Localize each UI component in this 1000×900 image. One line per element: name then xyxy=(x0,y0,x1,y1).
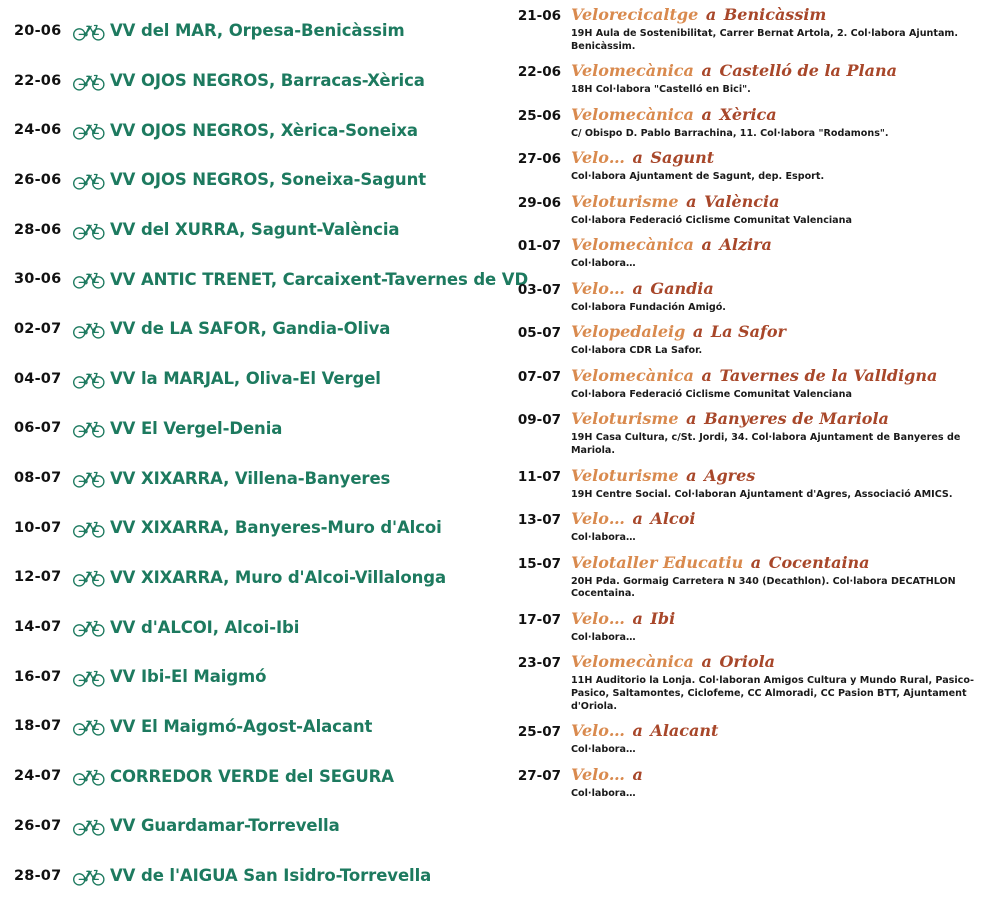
event-body xyxy=(571,653,992,713)
event-body xyxy=(571,62,992,97)
bicycle-icon xyxy=(72,715,106,737)
event-detail: Col·labora CDR La Safor. xyxy=(571,345,703,357)
event-body xyxy=(571,510,992,545)
route-row xyxy=(14,801,505,851)
route-name: VV la MARJAL, Oliva-El Vergel xyxy=(110,369,381,389)
event-body xyxy=(571,193,992,228)
event-title xyxy=(571,467,992,486)
event-date: 09-07 xyxy=(517,412,561,429)
bicycle-icon xyxy=(72,70,106,92)
route-date: 10-07 xyxy=(14,519,62,536)
event-row xyxy=(515,280,992,315)
event-body xyxy=(571,610,992,645)
event-row xyxy=(515,323,992,358)
route-date: 24-07 xyxy=(14,768,62,785)
event-connector: a xyxy=(632,721,643,741)
route-row xyxy=(14,851,505,900)
event-row xyxy=(515,62,992,97)
event-place: Xèrica xyxy=(719,104,777,124)
event-title xyxy=(571,367,992,386)
bicycle-icon xyxy=(72,417,106,439)
route-date: 08-07 xyxy=(14,470,62,487)
route-row xyxy=(14,205,505,255)
route-name: VV XIXARRA, Villena-Banyeres xyxy=(110,468,391,488)
event-row xyxy=(515,722,992,757)
event-place: Cocentaina xyxy=(768,552,870,572)
event-place: Banyeres de Mariola xyxy=(704,409,889,429)
route-row xyxy=(14,751,505,801)
event-body xyxy=(571,554,992,601)
event-title xyxy=(571,280,992,299)
route-row xyxy=(14,453,505,503)
event-detail: Col·labora… xyxy=(571,532,636,544)
event-kind: Velotaller Educatiu xyxy=(571,552,744,572)
route-row xyxy=(14,702,505,752)
event-date: 21-06 xyxy=(517,8,561,24)
route-name: VV XIXARRA, Muro d'Alcoi-Villalonga xyxy=(110,567,446,587)
event-place: Tavernes de la Valldigna xyxy=(719,365,938,385)
event-body xyxy=(571,236,992,271)
bicycle-icon xyxy=(72,368,106,390)
event-connector: a xyxy=(632,509,643,529)
event-detail: Col·labora Ajuntament de Sagunt, dep. Esport. xyxy=(571,171,825,183)
event-kind: Velorecicaltge xyxy=(571,5,699,24)
event-detail: Col·labora… xyxy=(571,258,636,270)
event-kind: Veloturisme xyxy=(571,191,679,211)
event-title xyxy=(571,193,992,212)
bicycle-icon xyxy=(72,169,106,191)
route-row xyxy=(14,354,505,404)
route-date: 16-07 xyxy=(14,668,62,685)
route-date: 14-07 xyxy=(14,619,62,636)
route-date: 22-06 xyxy=(14,72,62,89)
event-body xyxy=(571,106,992,141)
event-connector: a xyxy=(705,5,717,24)
route-date: 02-07 xyxy=(14,320,62,337)
event-title xyxy=(571,554,992,573)
bicycle-icon xyxy=(72,318,106,340)
event-place: Sagunt xyxy=(650,148,715,168)
events-column xyxy=(505,0,1000,886)
event-date: 27-06 xyxy=(517,151,561,168)
route-name: VV OJOS NEGROS, Xèrica-Soneixa xyxy=(110,120,418,140)
event-connector: a xyxy=(750,552,762,572)
route-date: 30-06 xyxy=(14,271,62,288)
event-row xyxy=(515,510,992,545)
route-name: VV OJOS NEGROS, Soneixa-Sagunt xyxy=(110,170,427,190)
route-row xyxy=(14,56,505,106)
event-connector: a xyxy=(692,322,704,342)
event-detail: Col·labora Federació Ciclisme Comunitat Valenciana xyxy=(571,214,852,226)
event-date: 29-06 xyxy=(517,194,561,211)
event-title xyxy=(571,766,992,785)
event-kind: Velo… xyxy=(571,608,625,628)
bicycle-icon xyxy=(72,815,106,837)
bicycle-icon xyxy=(72,467,106,489)
event-title xyxy=(571,106,992,125)
event-body xyxy=(571,323,992,358)
event-place: Agres xyxy=(704,465,756,485)
route-name: CORREDOR VERDE del SEGURA xyxy=(110,766,394,786)
event-detail: 19H Centre Social. Col·laboran Ajuntament d'Agres, Associació AMICS. xyxy=(571,488,953,500)
event-date: 25-07 xyxy=(517,724,561,741)
bicycle-icon xyxy=(72,666,106,688)
event-body xyxy=(571,467,992,502)
event-row xyxy=(515,6,992,53)
event-date: 13-07 xyxy=(517,512,561,529)
route-name: VV del MAR, Orpesa-Benicàssim xyxy=(110,21,405,41)
event-row xyxy=(515,149,992,184)
event-detail: 18H Col·labora "Castelló en Bici". xyxy=(571,84,751,96)
event-row xyxy=(515,106,992,141)
event-detail: Col·labora Federació Ciclisme Comunitat Valenciana xyxy=(571,388,852,400)
event-date: 01-07 xyxy=(517,238,561,255)
event-place: La Safor xyxy=(710,322,786,342)
route-row xyxy=(14,105,505,155)
route-date: 04-07 xyxy=(14,370,62,387)
event-date: 27-07 xyxy=(517,767,561,784)
event-detail: 19H Casa Cultura, c/St. Jordi, 34. Col·labora Ajuntament de Banyeres de Mariola. xyxy=(571,432,961,456)
route-name: VV El Vergel-Denia xyxy=(110,418,283,438)
event-place: Alacant xyxy=(650,721,719,741)
event-date: 15-07 xyxy=(517,555,561,572)
event-connector: a xyxy=(701,235,712,255)
event-title xyxy=(571,236,992,255)
event-connector: a xyxy=(701,104,712,124)
bicycle-icon xyxy=(72,616,106,638)
event-detail: C/ Obispo D. Pablo Barrachina, 11. Col·labora "Rodamons". xyxy=(571,127,889,139)
event-title xyxy=(571,510,992,529)
event-date: 07-07 xyxy=(517,368,561,385)
event-title xyxy=(571,149,992,168)
event-row xyxy=(515,410,992,457)
event-kind: Velomecànica xyxy=(571,652,694,672)
event-place: Benicàssim xyxy=(723,5,827,24)
route-row xyxy=(14,503,505,553)
event-row xyxy=(515,467,992,502)
event-connector: a xyxy=(686,409,697,429)
event-place: Alcoi xyxy=(650,509,696,529)
event-body xyxy=(571,6,992,53)
event-row xyxy=(515,766,992,801)
route-name: VV de LA SAFOR, Gandia-Oliva xyxy=(110,319,391,339)
event-kind: Velomecànica xyxy=(571,61,694,81)
event-kind: Velomecànica xyxy=(571,235,694,255)
event-detail: 19H Aula de Sostenibilitat, Carrer Bernat Artola, 2. Col·labora Ajuntam. Benicàssim. xyxy=(571,27,959,52)
event-kind: Velo… xyxy=(571,509,625,529)
route-row xyxy=(14,404,505,454)
event-title xyxy=(571,6,992,25)
route-name: VV OJOS NEGROS, Barracas-Xèrica xyxy=(110,71,425,91)
event-place: Castelló de la Plana xyxy=(719,61,897,81)
event-row xyxy=(515,554,992,601)
event-place: Ibi xyxy=(650,608,676,628)
event-connector: a xyxy=(686,191,697,211)
route-date: 12-07 xyxy=(14,569,62,586)
event-connector: a xyxy=(632,764,643,784)
route-date: 28-07 xyxy=(14,867,62,884)
event-title xyxy=(571,62,992,81)
route-name: VV d'ALCOI, Alcoi-Ibi xyxy=(110,617,300,637)
event-date: 17-07 xyxy=(517,611,561,628)
event-connector: a xyxy=(701,365,712,385)
event-kind: Velo… xyxy=(571,721,625,741)
event-kind: Velo… xyxy=(571,764,625,784)
event-kind: Velomecànica xyxy=(571,104,694,124)
event-body xyxy=(571,722,992,757)
event-date: 05-07 xyxy=(517,325,561,342)
bicycle-icon xyxy=(72,119,106,141)
event-kind: Velo… xyxy=(571,278,625,298)
event-kind: Veloturisme xyxy=(571,465,679,485)
event-date: 25-06 xyxy=(517,107,561,124)
route-name: VV Guardamar-Torrevella xyxy=(110,816,340,836)
event-row xyxy=(515,193,992,228)
event-connector: a xyxy=(632,278,643,298)
event-kind: Veloturisme xyxy=(571,409,679,429)
route-date: 28-06 xyxy=(14,221,62,238)
event-place: Oriola xyxy=(719,652,776,672)
bicycle-icon xyxy=(72,20,106,42)
event-row xyxy=(515,653,992,713)
event-kind: Velopedaleig xyxy=(571,322,686,342)
event-row xyxy=(515,367,992,402)
route-name: VV XIXARRA, Banyeres-Muro d'Alcoi xyxy=(110,518,442,538)
event-date: 03-07 xyxy=(517,281,561,298)
route-row xyxy=(14,602,505,652)
route-name: VV de l'AIGUA San Isidro-Torrevella xyxy=(110,866,432,886)
event-detail: Col·labora Fundación Amigó. xyxy=(571,301,726,313)
route-row xyxy=(14,553,505,603)
event-connector: a xyxy=(632,608,643,628)
route-row xyxy=(14,652,505,702)
bicycle-icon xyxy=(72,268,106,290)
bicycle-icon xyxy=(72,865,106,887)
event-title xyxy=(571,610,992,629)
route-name: VV Ibi-El Maigmó xyxy=(110,667,267,687)
event-connector: a xyxy=(701,652,712,672)
event-title xyxy=(571,410,992,429)
event-date: 22-06 xyxy=(517,64,561,81)
event-connector: a xyxy=(686,465,697,485)
route-date: 06-07 xyxy=(14,420,62,437)
event-detail: 20H Pda. Gormaig Carretera N 340 (Decathlon). Col·labora DECATHLON Cocentaina. xyxy=(571,575,956,600)
route-date: 20-06 xyxy=(14,22,62,39)
event-date: 23-07 xyxy=(517,655,561,672)
route-date: 26-07 xyxy=(14,817,62,834)
event-kind: Velo… xyxy=(571,148,625,168)
bicycle-icon xyxy=(72,765,106,787)
event-connector: a xyxy=(632,148,643,168)
event-detail: Col·labora… xyxy=(571,744,636,756)
route-name: VV ANTIC TRENET, Carcaixent-Tavernes de VD xyxy=(110,269,529,289)
event-detail: Col·labora… xyxy=(571,631,636,643)
event-place: Gandia xyxy=(650,278,714,298)
route-date: 18-07 xyxy=(14,718,62,735)
route-name: VV El Maigmó-Agost-Alacant xyxy=(110,716,373,736)
event-connector: a xyxy=(701,61,712,81)
route-row xyxy=(14,155,505,205)
event-detail: 11H Auditorio la Lonja. Col·laboran Amigos Cultura y Mundo Rural, Pasico-Pasico, Saltamontes, Ciclofeme, CC Almoradi, CC Pasion BTT, Ajuntament d'Oriola. xyxy=(571,675,974,712)
event-title xyxy=(571,722,992,741)
event-body xyxy=(571,367,992,402)
route-name: VV del XURRA, Sagunt-València xyxy=(110,220,400,240)
route-date: 26-06 xyxy=(14,171,62,188)
event-detail: Col·labora… xyxy=(571,787,636,799)
event-row xyxy=(515,610,992,645)
event-body xyxy=(571,410,992,457)
route-row xyxy=(14,6,505,56)
event-body xyxy=(571,280,992,315)
event-body xyxy=(571,149,992,184)
bicycle-icon xyxy=(72,219,106,241)
event-place: Alzira xyxy=(719,235,772,255)
route-date: 24-06 xyxy=(14,122,62,139)
event-kind: Velomecànica xyxy=(571,365,694,385)
event-place: València xyxy=(704,191,780,211)
event-title xyxy=(571,653,992,672)
bicycle-icon xyxy=(72,517,106,539)
bicycle-icon xyxy=(72,566,106,588)
event-row xyxy=(515,236,992,271)
route-row xyxy=(14,304,505,354)
event-date: 11-07 xyxy=(517,468,561,485)
event-body xyxy=(571,766,992,801)
route-row xyxy=(14,254,529,304)
event-title xyxy=(571,323,992,342)
